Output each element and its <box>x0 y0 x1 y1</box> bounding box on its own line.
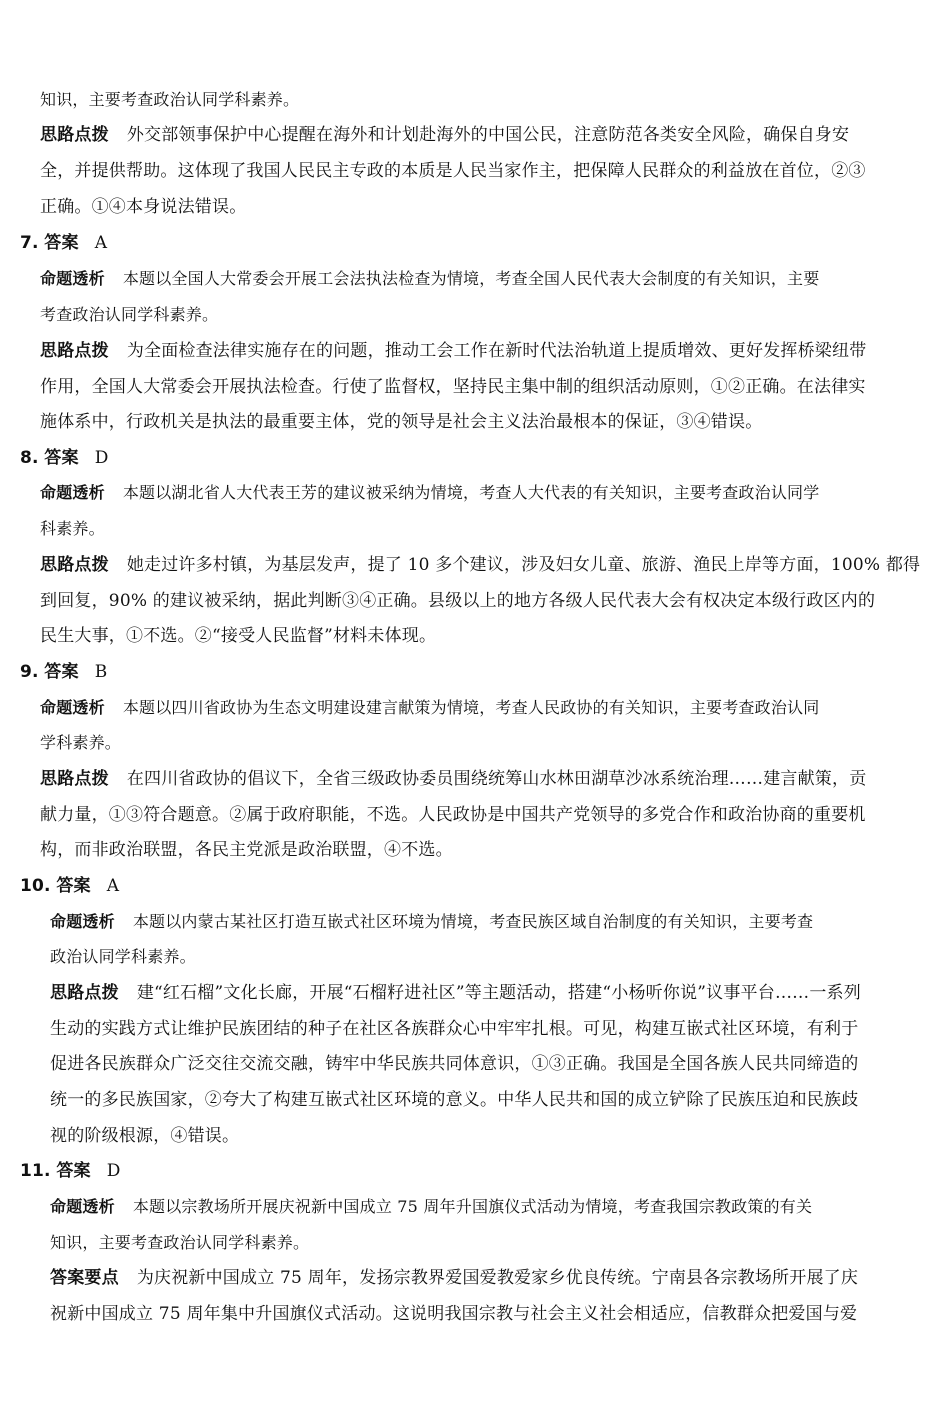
labeled-paragraph-line <box>50 910 930 934</box>
question-number: 7. <box>20 233 39 253</box>
paragraph-text: 生动的实践方式让维护民族团结的种子在社区各族群众心中牢牢扎根。可见，构建互嵌式社区环境，有利于 <box>50 1019 859 1039</box>
paragraph-line <box>50 1088 930 1112</box>
answer-line <box>20 874 910 898</box>
paragraph-text: 她走过许多村镇，为基层发声，提了 10 多个建议，涉及妇女儿童、旅游、渔民上岸等方面，100% 都得 <box>126 555 921 575</box>
answer-line <box>20 231 910 255</box>
answer-label: 答案 <box>56 876 91 896</box>
answer-label: 答案 <box>44 233 79 253</box>
paragraph-text: 建“红石榴”文化长廊，开展“石榴籽进社区”等主题活动，搭建“小杨听你说”议事平台……一系列 <box>136 983 861 1003</box>
answer-label: 答案 <box>56 1161 91 1181</box>
paragraph-line <box>40 159 930 183</box>
paragraph-text: 为全面检查法律实施存在的问题，推动工会工作在新时代法治轨道上提质增效、更好发挥桥梁纽带 <box>126 341 867 361</box>
paragraph-line <box>40 195 930 219</box>
paragraph-text: 祝新中国成立 75 周年集中升国旗仪式活动。这说明我国宗教与社会主义社会相适应，信教群众把爱国与爱 <box>50 1304 858 1324</box>
answer-line <box>20 446 910 470</box>
paragraph-text: 全，并提供帮助。这体现了我国人民民主专政的本质是人民当家作主，把保障人民群众的利益放在首位，②③ <box>40 161 866 181</box>
labeled-paragraph-line <box>40 339 930 363</box>
paragraph-text: 视的阶级根源，④错误。 <box>50 1126 240 1146</box>
question-number: 8. <box>20 448 39 468</box>
answer-line <box>20 1159 910 1183</box>
paragraph-text: 统一的多民族国家，②夸大了构建互嵌式社区环境的意义。中华人民共和国的成立铲除了民族压迫和民族歧 <box>50 1090 859 1110</box>
answer-value: A <box>106 876 120 896</box>
paragraph-text: 民生大事，①不选。②“接受人民监督”材料未体现。 <box>40 626 437 646</box>
paragraph-line <box>40 88 930 112</box>
paragraph-text: 政治认同学科素养。 <box>50 947 196 966</box>
paragraph-text: 知识，主要考查政治认同学科素养。 <box>40 90 300 109</box>
labeled-paragraph-line <box>40 481 930 505</box>
paragraph-line <box>40 303 930 327</box>
question-number: 10. <box>20 876 51 896</box>
paragraph-text: 本题以四川省政协为生态文明建设建言献策为情境，考查人民政协的有关知识，主要考查政治认同 <box>122 698 820 717</box>
labeled-paragraph-line <box>40 767 930 791</box>
section-label: 答案要点 <box>50 1268 119 1288</box>
answer-value: A <box>94 233 108 253</box>
paragraph-line <box>50 1052 930 1076</box>
section-label: 命题透析 <box>40 698 105 717</box>
paragraph-text: 科素养。 <box>40 519 105 538</box>
paragraph-text: 正确。①④本身说法错误。 <box>40 197 247 217</box>
paragraph-line <box>50 1302 930 1326</box>
answer-value: D <box>106 1161 121 1181</box>
answer-label: 答案 <box>44 448 79 468</box>
paragraph-line <box>40 803 930 827</box>
section-label: 命题透析 <box>50 912 115 931</box>
labeled-paragraph-line <box>40 696 930 720</box>
paragraph-text: 促进各民族群众广泛交往交流交融，铸牢中华民族共同体意识，①③正确。我国是全国各族人民共同缔造的 <box>50 1054 859 1074</box>
answer-line <box>20 660 910 684</box>
paragraph-line <box>50 1017 930 1041</box>
labeled-paragraph-line <box>40 123 930 147</box>
section-label: 思路点拨 <box>40 341 109 361</box>
paragraph-line <box>40 410 930 434</box>
paragraph-text: 在四川省政协的倡议下，全省三级政协委员围绕统筹山水林田湖草沙冰系统治理……建言献策，贡 <box>126 769 867 789</box>
section-label: 思路点拨 <box>40 555 109 575</box>
section-label: 思路点拨 <box>50 983 119 1003</box>
labeled-paragraph-line <box>50 1266 930 1290</box>
paragraph-text: 外交部领事保护中心提醒在海外和计划赴海外的中国公民，注意防范各类安全风险，确保自身安 <box>126 125 850 145</box>
paragraph-text: 本题以内蒙古某社区打造互嵌式社区环境为情境，考查民族区域自治制度的有关知识，主要考查 <box>132 912 814 931</box>
paragraph-line <box>50 945 930 969</box>
paragraph-text: 知识，主要考查政治认同学科素养。 <box>50 1233 310 1252</box>
paragraph-text: 到回复，90% 的建议被采纳，据此判断③④正确。县级以上的地方各级人民代表大会有权决定本级行政区内的 <box>40 591 876 611</box>
paragraph-line <box>40 838 930 862</box>
section-label: 命题透析 <box>40 269 105 288</box>
labeled-paragraph-line <box>40 267 930 291</box>
section-label: 思路点拨 <box>40 125 109 145</box>
labeled-paragraph-line <box>50 981 930 1005</box>
paragraph-text: 施体系中，行政机关是执法的最重要主体，党的领导是社会主义法治最根本的保证，③④错误。 <box>40 412 763 432</box>
question-number: 9. <box>20 662 39 682</box>
paragraph-text: 考查政治认同学科素养。 <box>40 305 219 324</box>
paragraph-text: 本题以全国人大常委会开展工会法执法检查为情境，考查全国人民代表大会制度的有关知识，主要 <box>122 269 820 288</box>
section-label: 命题透析 <box>40 483 105 502</box>
paragraph-line <box>50 1231 930 1255</box>
paragraph-line <box>40 589 930 613</box>
paragraph-line <box>40 731 930 755</box>
paragraph-text: 献力量，①③符合题意。②属于政府职能，不选。人民政协是中国共产党领导的多党合作和政治协商的重要机 <box>40 805 866 825</box>
question-number: 11. <box>20 1161 51 1181</box>
paragraph-line <box>40 375 930 399</box>
answer-value: B <box>94 662 108 682</box>
paragraph-text: 为庆祝新中国成立 75 周年，发扬宗教界爱国爱教爱家乡优良传统。宁南县各宗教场所开展了庆 <box>136 1268 859 1288</box>
section-label: 命题透析 <box>50 1197 115 1216</box>
labeled-paragraph-line <box>40 553 930 577</box>
paragraph-line <box>40 624 930 648</box>
paragraph-text: 作用，全国人大常委会开展执法检查。行使了监督权，坚持民主集中制的组织活动原则，①②正确。在法律实 <box>40 377 866 397</box>
paragraph-line <box>50 1124 930 1148</box>
paragraph-text: 本题以宗教场所开展庆祝新中国成立 75 周年升国旗仪式活动为情境，考查我国宗教政策的有关 <box>132 1197 813 1216</box>
paragraph-text: 构，而非政治联盟，各民主党派是政治联盟，④不选。 <box>40 840 453 860</box>
answer-label: 答案 <box>44 662 79 682</box>
paragraph-text: 本题以湖北省人大代表王芳的建议被采纳为情境，考查人大代表的有关知识，主要考查政治认同学 <box>122 483 820 502</box>
paragraph-line <box>40 517 930 541</box>
labeled-paragraph-line <box>50 1195 930 1219</box>
section-label: 思路点拨 <box>40 769 109 789</box>
paragraph-text: 学科素养。 <box>40 733 122 752</box>
answer-value: D <box>94 448 109 468</box>
